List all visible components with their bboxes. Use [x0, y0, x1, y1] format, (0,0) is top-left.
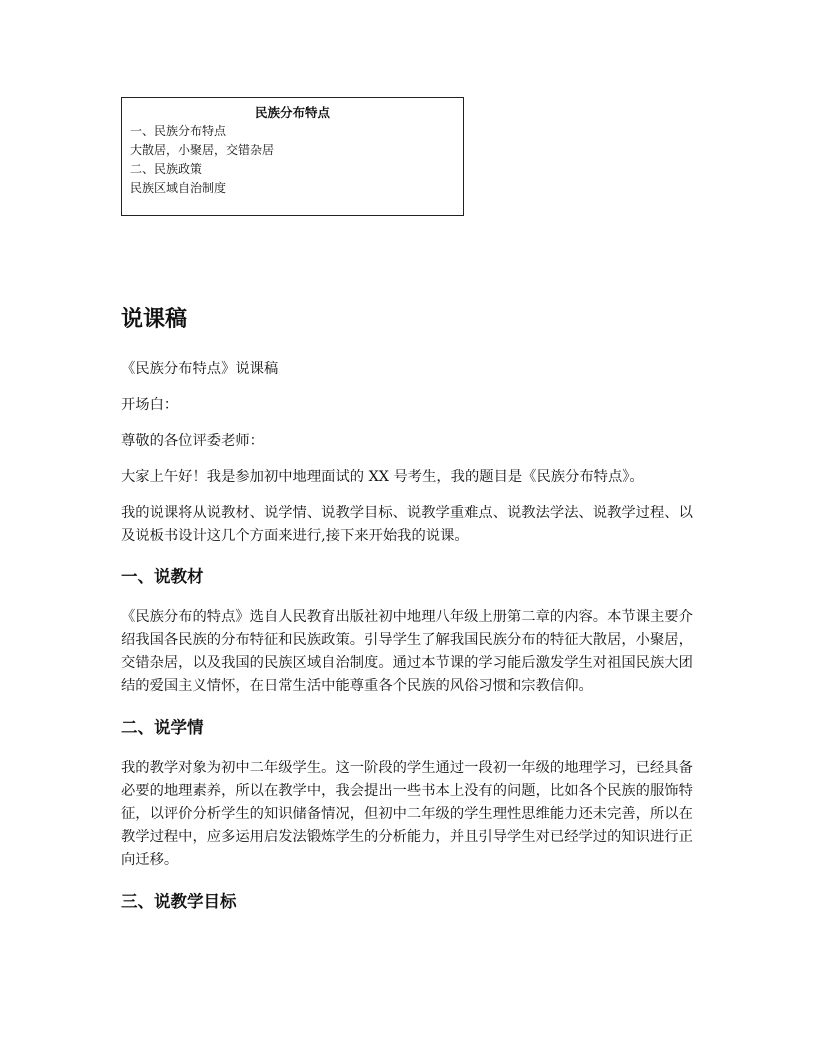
board-line: 一、民族分布特点 — [130, 124, 227, 138]
section-heading-textbook: 一、说教材 — [121, 567, 204, 586]
intro-paragraph: 大家上午好！我是参加初中地理面试的 XX 号考生，我的题目是《民族分布特点》。 — [121, 469, 644, 485]
section-heading-students: 二、说学情 — [121, 718, 204, 737]
outline-paragraph: 我的说课将从说教材、说学情、说教学目标、说教学重难点、说教法学法、说教学过程、以及说板书设计这几个方面来进行,接下来开始我的说课。 — [121, 505, 693, 544]
board-line: 民族区域自治制度 — [130, 181, 227, 195]
opening-label: 开场白： — [121, 397, 179, 413]
lecture-subtitle: 《民族分布特点》说课稿 — [121, 361, 279, 377]
section-body-textbook: 《民族分布的特点》选自人民教育出版社初中地理八年级上册第二章的内容。本节课主要介绍我国各民族的分布特征和民族政策。引导学生了解我国民族分布的特征大散居，小聚居，交错杂居，以及我国的民族区域自治制度。通过本节课的学习能后激发学生对祖国民族大团结的爱国主义情怀，在日常生活中能尊重各个民族的风俗习惯和宗教信仰。 — [121, 609, 693, 694]
section-body-students: 我的教学对象为初中二年级学生。这一阶段的学生通过一段初一年级的地理学习，已经具备必要的地理素养，所以在教学中，我会提出一些书本上没有的问题，比如各个民族的服饰特征，以评价分析学生的知识储备情况，但初中二年级的学生理性思维能力还未完善，所以在教学过程中，应多运用启发法锻炼学生的分析能力，并且引导学生对已经学过的知识进行正向迁移。 — [121, 760, 693, 868]
board-title: 民族分布特点 — [254, 105, 330, 120]
document-body — [121, 300, 701, 917]
board-line: 大散居，小聚居，交错杂居 — [130, 143, 275, 157]
section-heading-objectives: 三、说教学目标 — [121, 892, 237, 911]
blackboard-design-box — [121, 97, 464, 216]
document-title: 说课稿 — [121, 307, 188, 332]
board-line: 二、民族政策 — [130, 162, 203, 176]
greeting: 尊敬的各位评委老师： — [121, 433, 264, 449]
